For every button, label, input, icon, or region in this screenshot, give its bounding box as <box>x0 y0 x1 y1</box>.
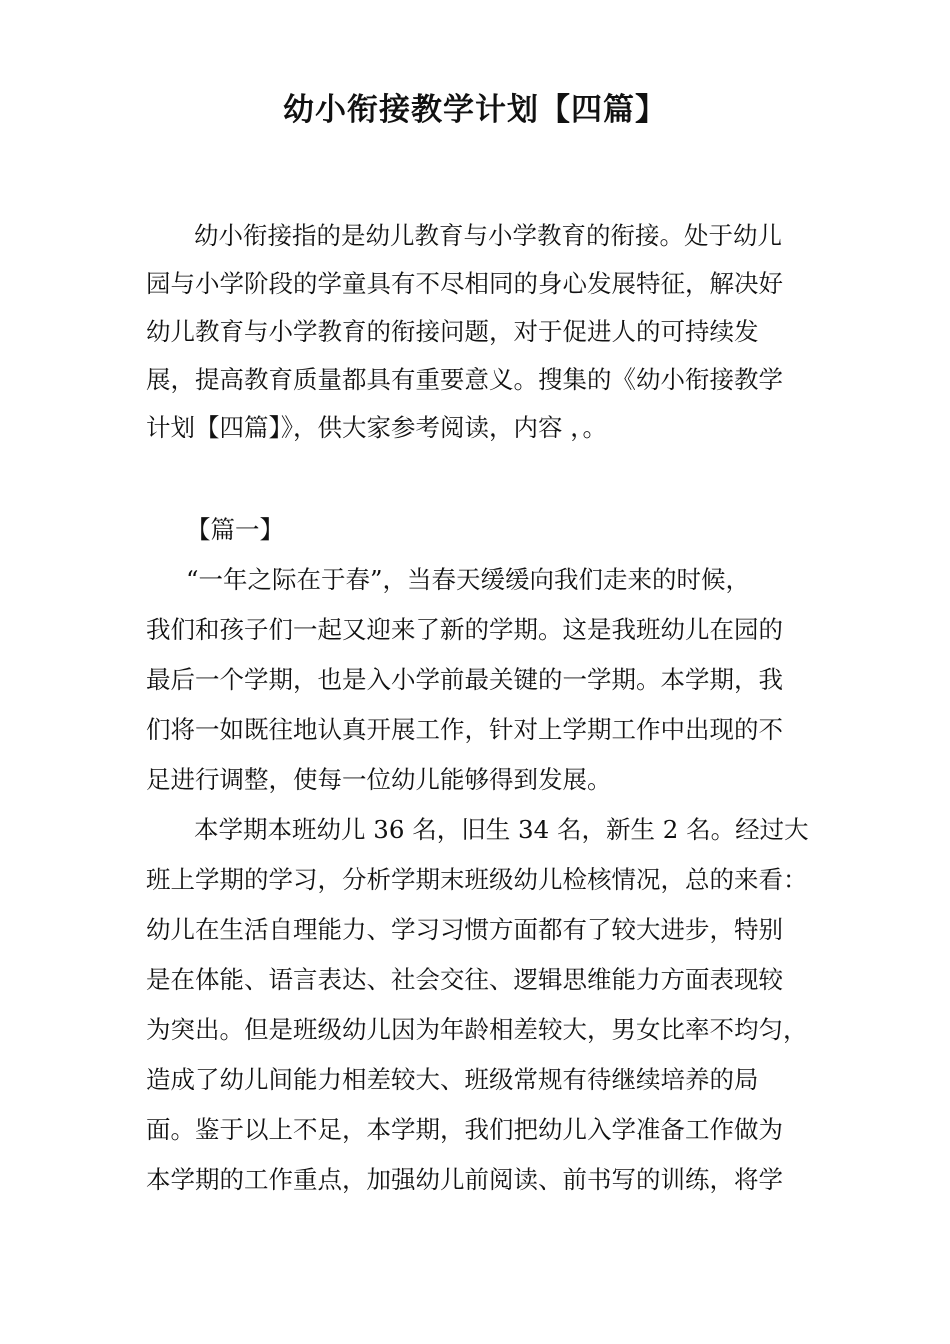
paragraph2-line: 面。鉴于以上不足，本学期，我们把幼儿入学准备工作做为 <box>146 1115 783 1144</box>
document-title: 幼小衔接教学计划【四篇】 <box>283 92 667 128</box>
paragraph2-line: 本学期的工作重点，加强幼儿前阅读、前书写的训练，将学 <box>146 1165 783 1194</box>
paragraph2-line: 是在体能、语言表达、社会交往、逻辑思维能力方面表现较 <box>146 965 783 994</box>
intro-line: 幼小衔接指的是幼儿教育与小学教育的衔接。处于幼儿 <box>194 221 782 250</box>
intro-line: 计划【四篇】》，供大家参考阅读，内容 ，。 <box>146 413 608 442</box>
paragraph1-line: 足进行调整，使每一位幼儿能够得到发展。 <box>146 765 612 794</box>
paragraph2-line: 为突出。但是班级幼儿因为年龄相差较大，男女比率不均匀， <box>146 1015 808 1044</box>
paragraph1-line: 最后一个学期，也是入小学前最关键的一学期。本学期，我 <box>146 665 783 694</box>
paragraph2-line: 本学期本班幼儿 36 名，旧生 34 名，新生 2 名。经过大 <box>194 815 809 844</box>
paragraph2-line: 班上学期的学习，分析学期末班级幼儿检核情况，总的来看： <box>146 865 808 894</box>
paragraph2-line: 幼儿在生活自理能力、学习习惯方面都有了较大进步，特别 <box>146 915 783 944</box>
intro-line: 展，提高教育质量都具有重要意义。搜集的《幼小衔接教学 <box>146 365 783 394</box>
paragraph1-line: “一年之际在于春”，当春天缓缓向我们走来的时候， <box>186 565 751 594</box>
intro-line: 幼儿教育与小学教育的衔接问题，对于促进人的可持续发 <box>146 317 759 346</box>
section-heading: 【篇一】 <box>186 515 284 544</box>
intro-line: 园与小学阶段的学童具有不尽相同的身心发展特征，解决好 <box>146 269 783 298</box>
paragraph1-line: 我们和孩子们一起又迎来了新的学期。这是我班幼儿在园的 <box>146 615 783 644</box>
paragraph1-line: 们将一如既往地认真开展工作，针对上学期工作中出现的不 <box>146 715 783 744</box>
paragraph2-line: 造成了幼儿间能力相差较大、班级常规有待继续培养的局 <box>146 1065 759 1094</box>
